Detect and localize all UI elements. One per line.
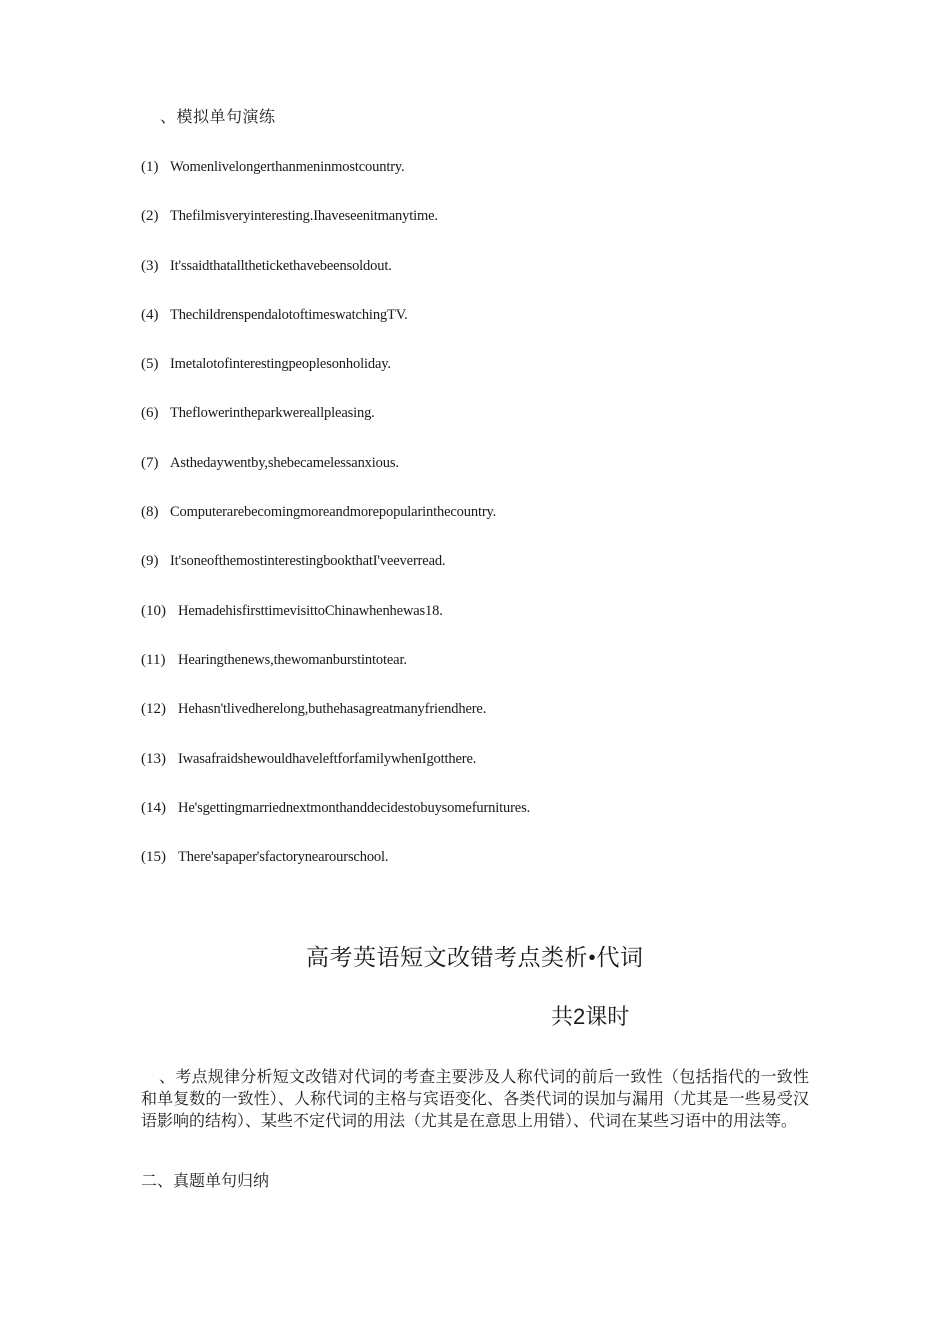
sentence-text: It'ssaidthatallthetickethavebeensoldout.	[170, 257, 392, 274]
sentence-number: (11)	[141, 651, 166, 668]
sentence-item	[141, 304, 841, 353]
sentence-list	[141, 156, 841, 895]
sentence-number: (9)	[141, 553, 159, 570]
sentence-number: (8)	[141, 504, 159, 521]
sentence-number: (5)	[141, 356, 159, 373]
page-title: 高考英语短文改错考点类析•代词	[306, 945, 644, 970]
sentence-text: ThechildrenspendalotoftimeswatchingTV.	[170, 306, 408, 323]
sentence-text: He'sgettingmarriednextmonthanddecidestobuysomefurnitures.	[178, 799, 531, 816]
sentence-item	[141, 748, 841, 797]
sentence-item	[141, 649, 841, 698]
sentence-number: (13)	[141, 750, 166, 767]
sentence-item	[141, 600, 841, 649]
section-heading-practice: 、模拟单句演练	[160, 109, 276, 126]
sentence-number: (2)	[141, 208, 159, 225]
sentence-text: HemadehisfirsttimevisittoChinawhenhewas18.	[178, 602, 443, 619]
sentence-item	[141, 846, 841, 895]
sentence-item	[141, 452, 841, 501]
sentence-text: Hehasn'tlivedherelong,buthehasagreatmanyfriendhere.	[178, 701, 487, 718]
sentence-item	[141, 698, 841, 747]
page-subtitle: 共2课时	[551, 1004, 630, 1029]
sentence-item	[141, 156, 841, 205]
section-heading-summary: 二、真题单句归纳	[141, 1173, 270, 1190]
sentence-item	[141, 550, 841, 599]
analysis-paragraph: 、考点规律分析短文改错对代词的考查主要涉及人称代词的前后一致性（包括指代的一致性和单复数的一致性）、人称代词的主格与宾语变化、各类代词的误加与漏用（尤其是一些易受汉语影响的结构）、某些不定代词的用法（尤其是在意思上用错）、代词在某些习语中的用法等。	[141, 1069, 809, 1130]
sentence-item	[141, 402, 841, 451]
sentence-number: (3)	[141, 257, 159, 274]
sentence-text: Hearingthenews,thewomanburstintotear.	[178, 651, 407, 668]
sentence-number: (7)	[141, 454, 159, 471]
sentence-number: (4)	[141, 306, 159, 323]
sentence-text: There'sapaper'sfactorynearourschool.	[178, 849, 389, 866]
sentence-text: Theflowerintheparkwereallpleasing.	[170, 405, 375, 422]
sentence-number: (14)	[141, 799, 166, 816]
sentence-number: (10)	[141, 602, 166, 619]
sentence-number: (1)	[141, 159, 159, 175]
sentence-number: (12)	[141, 701, 166, 718]
sentence-item	[141, 353, 841, 402]
sentence-text: Thefilmisveryinteresting.Ihaveseenitmanytime.	[170, 208, 438, 225]
sentence-text: Asthedaywentby,shebecamelessanxious.	[170, 454, 399, 471]
sentence-item	[141, 255, 841, 304]
sentence-item	[141, 797, 841, 846]
sentence-text: IwasafraidshewouldhaveleftforfamilywhenIgotthere.	[178, 750, 477, 767]
sentence-item	[141, 501, 841, 550]
sentence-number: (15)	[141, 849, 166, 866]
sentence-item	[141, 205, 841, 254]
sentence-text: Imetalotofinterestingpeoplesonholiday.	[170, 356, 391, 373]
sentence-number: (6)	[141, 405, 159, 422]
sentence-text: Womenlivelongerthanmeninmostcountry.	[170, 159, 405, 175]
sentence-text: It'soneofthemostinterestingbookthatI'veeverread.	[170, 553, 446, 570]
sentence-text: Computerarebecomingmoreandmorepopularinthecountry.	[170, 504, 497, 521]
